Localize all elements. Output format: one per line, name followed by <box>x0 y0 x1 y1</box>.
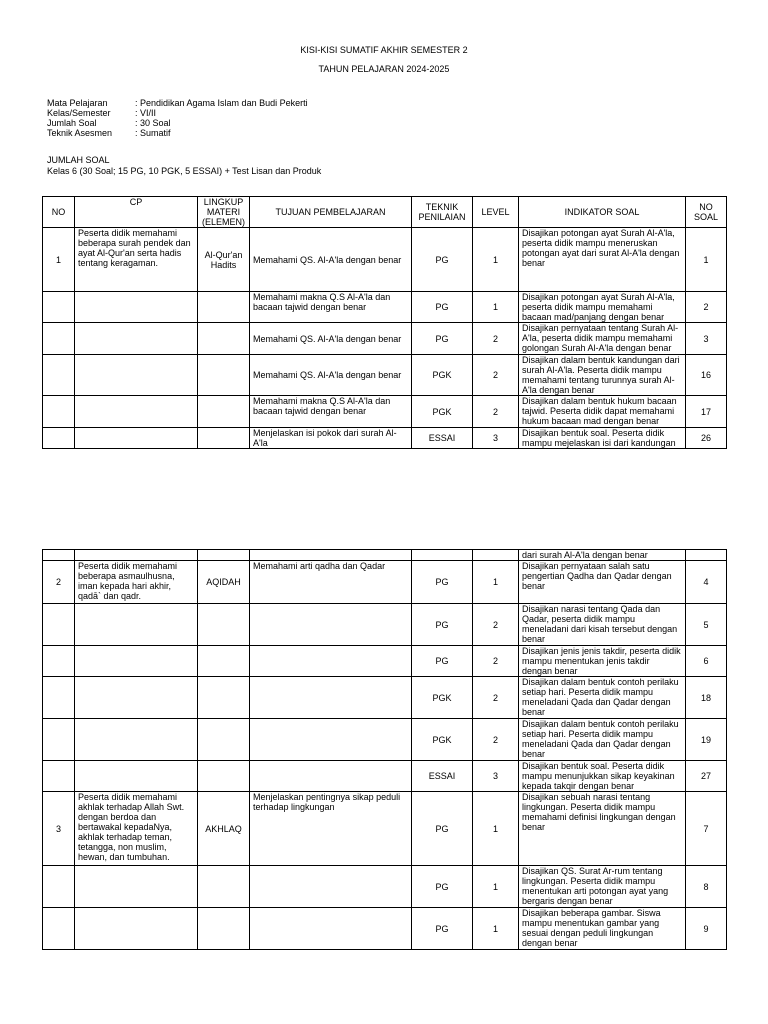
cell-cp <box>75 292 198 323</box>
academic-year: TAHUN PELAJARAN 2024-2025 <box>318 64 450 74</box>
cell-lingkup-materi <box>198 428 250 449</box>
cell-cp <box>75 719 198 761</box>
cell-level <box>473 550 519 561</box>
table-row <box>43 428 727 449</box>
subject-info <box>47 98 308 138</box>
cell-level: 2 <box>473 719 519 761</box>
header-teknik-penilaian: TEKNIK PENILAIAN <box>412 197 473 228</box>
cell-indikator-soal: Disajikan beberapa gambar. Siswa mampu menentukan gambar yang sesuai dengan peduli lingkungan dengan benar <box>519 908 686 950</box>
cell-no-soal: 5 <box>686 604 727 646</box>
cell-lingkup-materi: AQIDAH <box>198 561 250 604</box>
cell-teknik-penilaian: PG <box>412 646 473 677</box>
meta-label: Teknik Asesmen <box>47 128 113 138</box>
cell-cp <box>75 396 198 428</box>
cell-no-soal: 2 <box>686 292 727 323</box>
cell-tujuan-pembelajaran <box>250 550 412 561</box>
cell-lingkup-materi <box>198 646 250 677</box>
cell-no-soal: 1 <box>686 228 727 292</box>
cell-no-soal: 7 <box>686 792 727 866</box>
cell-indikator-soal: Disajikan narasi tentang Qada dan Qadar, peserta didik mampu meneladani dari kisah tersebut dengan benar <box>519 604 686 646</box>
question-count-detail: Kelas 6 (30 Soal; 15 PG, 10 PGK, 5 ESSAI) + Test Lisan dan Produk <box>47 166 322 176</box>
meta-value: : VI/II <box>135 108 157 118</box>
cell-tujuan-pembelajaran <box>250 719 412 761</box>
table-row <box>43 550 727 561</box>
meta-label: Mata Pelajaran <box>47 98 108 108</box>
question-count-summary <box>47 155 321 177</box>
cell-level: 2 <box>473 396 519 428</box>
cell-teknik-penilaian: PG <box>412 561 473 604</box>
cell-no: 3 <box>43 792 75 866</box>
cell-cp <box>75 646 198 677</box>
cell-no-soal: 27 <box>686 761 727 792</box>
cell-teknik-penilaian: ESSAI <box>412 428 473 449</box>
table-row <box>43 396 727 428</box>
cell-no <box>43 292 75 323</box>
table-header-row <box>43 197 727 228</box>
cell-level: 3 <box>473 761 519 792</box>
cell-indikator-soal: Disajikan QS. Surat Ar-rum tentang lingkungan. Peserta didik mampu menentukan arti potongan ayat yang bergaris dengan benar <box>519 866 686 908</box>
table-row <box>43 866 727 908</box>
meta-row <box>47 118 308 128</box>
cell-no <box>43 396 75 428</box>
cell-tujuan-pembelajaran <box>250 646 412 677</box>
cell-level: 3 <box>473 428 519 449</box>
cell-no-soal: 4 <box>686 561 727 604</box>
cell-lingkup-materi <box>198 866 250 908</box>
cell-tujuan-pembelajaran: Memahami makna Q.S Al-A'la dan bacaan tajwid dengan benar <box>250 396 412 428</box>
cell-level: 1 <box>473 561 519 604</box>
meta-value: : Pendidikan Agama Islam dan Budi Pekerti <box>135 98 308 108</box>
cell-no-soal: 26 <box>686 428 727 449</box>
cell-level: 2 <box>473 604 519 646</box>
cell-cp: Peserta didik memahami akhlak terhadap Allah Swt. dengan berdoa dan bertawakal kepadaNya, akhlak terhadap teman, tetangga, non muslim, hewan, dan tumbuhan. <box>75 792 198 866</box>
document-title: KISI-KISI SUMATIF AKHIR SEMESTER 2 <box>300 45 468 55</box>
cell-lingkup-materi: AKHLAQ <box>198 792 250 866</box>
header-indikator-soal: INDIKATOR SOAL <box>519 197 686 228</box>
cell-no <box>43 719 75 761</box>
header-no-soal: NO SOAL <box>686 197 727 228</box>
cell-teknik-penilaian: PG <box>412 604 473 646</box>
cell-indikator-soal: Disajikan dalam bentuk kandungan dari surah Al-A'la. Peserta didik mampu memahami tentang turunnya surah Al-A'la dengan benar <box>519 355 686 396</box>
cell-lingkup-materi <box>198 355 250 396</box>
table-row <box>43 677 727 719</box>
table-row <box>43 792 727 866</box>
cell-no-soal: 3 <box>686 323 727 355</box>
table-row <box>43 228 727 292</box>
cell-tujuan-pembelajaran: Memahami arti qadha dan Qadar <box>250 561 412 604</box>
table-row <box>43 908 727 950</box>
meta-label: Jumlah Soal <box>47 118 97 128</box>
cell-no-soal: 17 <box>686 396 727 428</box>
cell-indikator-soal: Disajikan dalam bentuk contoh perilaku setiap hari. Peserta didik mampu meneladani Qada dan Qadar dengan benar <box>519 677 686 719</box>
table-row <box>43 761 727 792</box>
cell-level: 2 <box>473 646 519 677</box>
cell-indikator-soal: Disajikan potongan ayat Surah Al-A'la, peserta didik mampu memahami bacaan mad/panjang dengan benar <box>519 292 686 323</box>
cell-no: 1 <box>43 228 75 292</box>
cell-lingkup-materi: Al-Qur'an Hadits <box>198 228 250 292</box>
cell-no <box>43 355 75 396</box>
cell-teknik-penilaian: PG <box>412 228 473 292</box>
cell-cp <box>75 428 198 449</box>
cell-indikator-soal: Disajikan bentuk soal. Peserta didik mampu menunjukkan sikap keyakinan kepada takqir dengan benar <box>519 761 686 792</box>
meta-row <box>47 108 308 118</box>
cell-tujuan-pembelajaran <box>250 677 412 719</box>
cell-level: 1 <box>473 908 519 950</box>
cell-tujuan-pembelajaran <box>250 604 412 646</box>
cell-no-soal: 9 <box>686 908 727 950</box>
table-row <box>43 719 727 761</box>
cell-indikator-soal: Disajikan bentuk soal. Peserta didik mampu mejelaskan isi dari kandungan <box>519 428 686 449</box>
cell-tujuan-pembelajaran <box>250 761 412 792</box>
cell-cp <box>75 604 198 646</box>
cell-level: 2 <box>473 323 519 355</box>
meta-row <box>47 128 308 138</box>
header-lingkup-materi: LINGKUP MATERI (ELEMEN) <box>198 197 250 228</box>
cell-level: 1 <box>473 866 519 908</box>
cell-no-soal <box>686 550 727 561</box>
cell-indikator-soal: Disajikan pernyataan salah satu pengertian Qadha dan Qadar dengan benar <box>519 561 686 604</box>
cell-indikator-soal: Disajikan potongan ayat Surah Al-A'la, peserta didik mampu meneruskan potongan ayat dari surat Al-A'la dengan benar <box>519 228 686 292</box>
cell-cp <box>75 323 198 355</box>
cell-no-soal: 8 <box>686 866 727 908</box>
cell-lingkup-materi <box>198 323 250 355</box>
cell-tujuan-pembelajaran: Memahami QS. Al-A'la dengan benar <box>250 355 412 396</box>
cell-no <box>43 646 75 677</box>
cell-no <box>43 550 75 561</box>
cell-cp: Peserta didik memahami beberapa surah pendek dan ayat Al-Qur'an serta hadis tentang keragaman. <box>75 228 198 292</box>
cell-lingkup-materi <box>198 719 250 761</box>
cell-no-soal: 6 <box>686 646 727 677</box>
cell-teknik-penilaian: PG <box>412 908 473 950</box>
cell-tujuan-pembelajaran <box>250 866 412 908</box>
cell-lingkup-materi <box>198 550 250 561</box>
cell-level: 1 <box>473 792 519 866</box>
cell-teknik-penilaian <box>412 550 473 561</box>
table-row <box>43 561 727 604</box>
cell-no: 2 <box>43 561 75 604</box>
cell-no <box>43 323 75 355</box>
blueprint-table-part1 <box>42 196 727 449</box>
cell-teknik-penilaian: PGK <box>412 719 473 761</box>
cell-cp <box>75 550 198 561</box>
cell-no-soal: 16 <box>686 355 727 396</box>
meta-value: : 30 Soal <box>135 118 171 128</box>
cell-indikator-soal: Disajikan dalam bentuk hukum bacaan tajwid. Peserta didik dapat memahami hukum bacaan mad dengan benar <box>519 396 686 428</box>
cell-indikator-soal: Disajikan dalam bentuk contoh perilaku setiap hari. Peserta didik mampu meneladani Qada dan Qadar dengan benar <box>519 719 686 761</box>
cell-tujuan-pembelajaran: Memahami QS. Al-A'la dengan benar <box>250 323 412 355</box>
meta-label: Kelas/Semester <box>47 108 111 118</box>
table-row <box>43 646 727 677</box>
meta-value: : Sumatif <box>135 128 171 138</box>
cell-tujuan-pembelajaran: Memahami makna Q.S Al-A'la dan bacaan tajwid dengan benar <box>250 292 412 323</box>
table-row <box>43 292 727 323</box>
cell-no <box>43 677 75 719</box>
cell-lingkup-materi <box>198 292 250 323</box>
meta-row <box>47 98 308 108</box>
header-tujuan-pembelajaran: TUJUAN PEMBELAJARAN <box>250 197 412 228</box>
cell-level: 1 <box>473 228 519 292</box>
cell-cp <box>75 761 198 792</box>
cell-tujuan-pembelajaran: Memahami QS. Al-A'la dengan benar <box>250 228 412 292</box>
cell-indikator-soal: Disajikan pernyataan tentang Surah Al-A'la, peserta didik mampu memahami golongan Surah Al-A'la dengan benar <box>519 323 686 355</box>
cell-lingkup-materi <box>198 677 250 719</box>
table-row <box>43 323 727 355</box>
cell-teknik-penilaian: PGK <box>412 355 473 396</box>
cell-teknik-penilaian: PG <box>412 292 473 323</box>
cell-lingkup-materi <box>198 396 250 428</box>
cell-cp <box>75 355 198 396</box>
cell-no <box>43 761 75 792</box>
cell-indikator-soal: Disajikan jenis jenis takdir, peserta didik mampu menentukan jenis takdir dengan benar <box>519 646 686 677</box>
cell-lingkup-materi <box>198 908 250 950</box>
header-cp: CP <box>75 197 198 228</box>
cell-level: 2 <box>473 355 519 396</box>
cell-tujuan-pembelajaran <box>250 908 412 950</box>
cell-teknik-penilaian: PGK <box>412 677 473 719</box>
cell-teknik-penilaian: PG <box>412 792 473 866</box>
cell-level: 1 <box>473 292 519 323</box>
cell-teknik-penilaian: PG <box>412 323 473 355</box>
cell-teknik-penilaian: ESSAI <box>412 761 473 792</box>
cell-lingkup-materi <box>198 604 250 646</box>
header-no: NO <box>43 197 75 228</box>
cell-cp <box>75 677 198 719</box>
cell-cp: Peserta didik memahami beberapa asmaulhusna, iman kepada hari akhir, qadā` dan qadr. <box>75 561 198 604</box>
cell-no-soal: 18 <box>686 677 727 719</box>
cell-cp <box>75 866 198 908</box>
cell-no <box>43 866 75 908</box>
cell-tujuan-pembelajaran: Menjelaskan pentingnya sikap peduli terhadap lingkungan <box>250 792 412 866</box>
cell-no <box>43 428 75 449</box>
table-row <box>43 604 727 646</box>
cell-indikator-soal: Disajikan sebuah narasi tentang lingkungan. Peserta didik mampu memahami definisi lingkungan dengan benar <box>519 792 686 866</box>
cell-level: 2 <box>473 677 519 719</box>
cell-teknik-penilaian: PGK <box>412 396 473 428</box>
cell-no <box>43 908 75 950</box>
cell-no <box>43 604 75 646</box>
cell-teknik-penilaian: PG <box>412 866 473 908</box>
cell-indikator-soal: dari surah Al-A'la dengan benar <box>519 550 686 561</box>
cell-lingkup-materi <box>198 761 250 792</box>
table-row <box>43 355 727 396</box>
header-level: LEVEL <box>473 197 519 228</box>
cell-tujuan-pembelajaran: Menjelaskan isi pokok dari surah Al-A'la <box>250 428 412 449</box>
blueprint-table-part2 <box>42 549 727 950</box>
cell-cp <box>75 908 198 950</box>
question-count-heading: JUMLAH SOAL <box>47 155 110 165</box>
cell-no-soal: 19 <box>686 719 727 761</box>
